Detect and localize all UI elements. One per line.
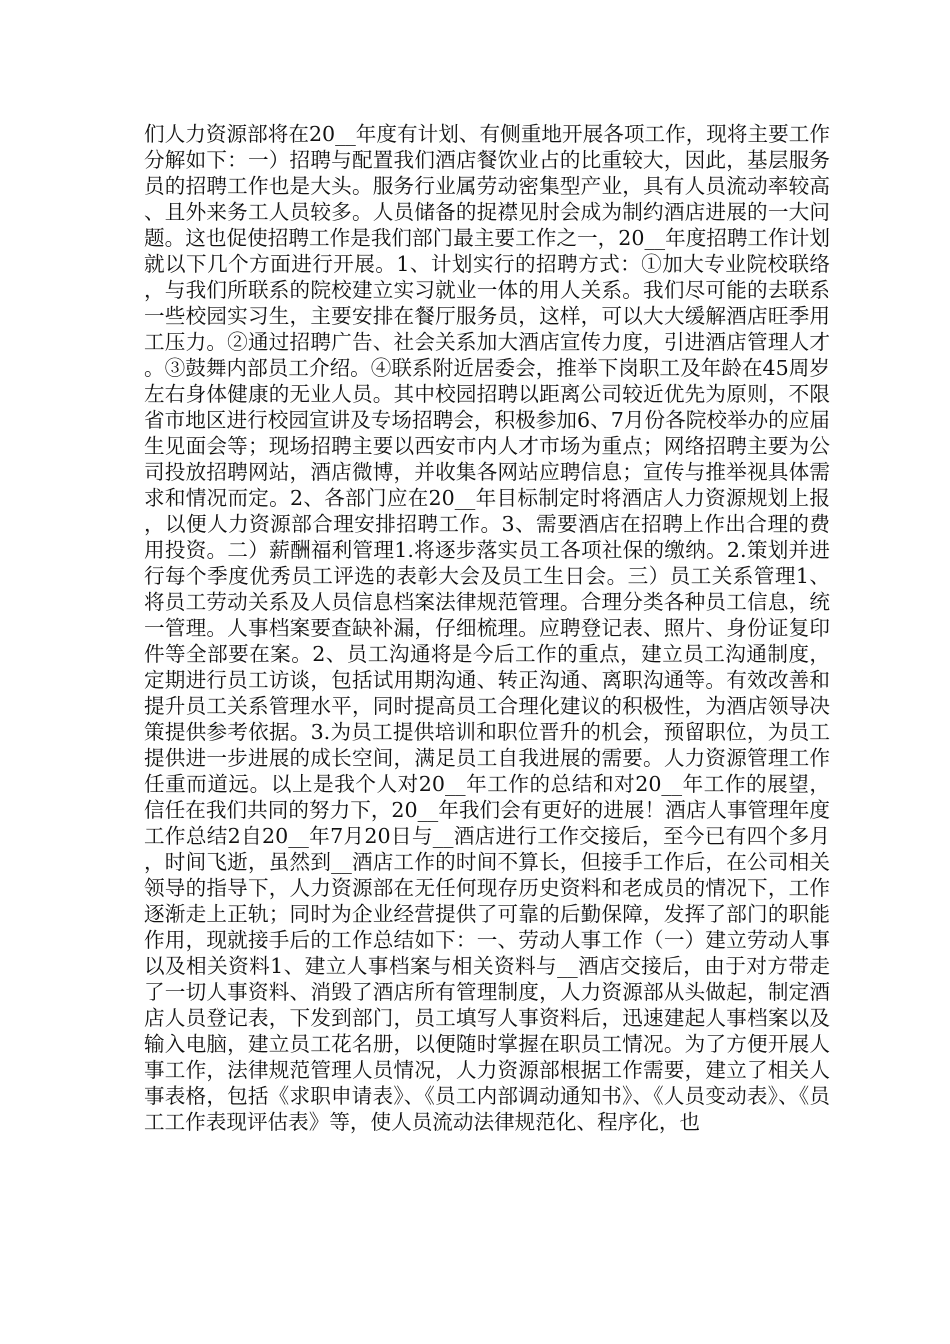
body-paragraph: 们人力资源部将在20__年度有计划、有侧重地开展各项工作，现将主要工作分解如下：一）招聘与配置我们酒店餐饮业占的比重较大，因此，基层服务员的招聘工作也是大头。服务行业属劳动密集型产业，具有人员流动率较高、且外来务工人员较多。人员储备的捉襟见肘会成为制约酒店进展的一大问题。这也促使招聘工作是我们部门最主要工作之一，20__年度招聘工作计划就以下几个方面进行开展。1、计划实行的招聘方式：①加大专业院校联络，与我们所联系的院校建立实习就业一体的用人关系。我们尽可能的去联系一些校园实习生，主要安排在餐厅服务员，这样，可以大大缓解酒店旺季用工压力。②通过招聘广告、社会关系加大酒店宣传力度，引进酒店管理人才。③鼓舞内部员工介绍。④联系附近居委会，推举下岗职工及年龄在45周岁左右身体健康的无业人员。其中校园招聘以距离公司较近优先为原则，不限省市地区进行校园宣讲及专场招聘会，积极参加6、7月份各院校举办的应届生见面会等；现场招聘主要以西安市内人才市场为重点；网络招聘主要为公司投放招聘网站，酒店微博，并收集各网站应聘信息；宣传与推举视具体需求和情况而定。2、各部门应在20__年目标制定时将酒店人力资源规划上报，以便人力资源部合理安排招聘工作。3、需要酒店在招聘上作出合理的费用投资。二）薪酬福利管理1.将逐步落实员工各项社保的缴纳。2.策划并进行每个季度优秀员工评选的表彰大会及员工生日会。三）员工关系管理1、将员工劳动关系及人员信息档案法律规范管理。合理分类各种员工信息，统一管理。人事档案要查缺补漏，仔细梳理。应聘登记表、照片、身份证复印件等全部要在案。2、员工沟通将是今后工作的重点，建立员工沟通制度，定期进行员工访谈，包括试用期沟通、转正沟通、离职沟通等。有效改善和提升员工关系管理水平，同时提高员工合理化建议的积极性，为酒店领导决策提供参考依据。3.为员工提供培训和职位晋升的机会，预留职位，为员工提供进一步进展的成长空间，满足员工自我进展的需要。人力资源管理工作任重而道远。以上是我个人对20__年工作的总结和对20__年工作的展望，信任在我们共同的努力下，20__年我们会有更好的进展！酒店人事管理年度工作总结2自20__年7月20日与__酒店进行工作交接后，至今已有四个多月，时间飞逝，虽然到__酒店工作的时间不算长，但接手工作后，在公司相关领导的指导下，人力资源部在无任何现存历史资料和老成员的情况下，工作逐渐走上正轨；同时为企业经营提供了可靠的后勤保障，发挥了部门的职能作用，现就接手后的工作总结如下：一、劳动人事工作（一）建立劳动人事以及相关资料1、建立人事档案与相关资料与__酒店交接后，由于对方带走了一切人事资料、消毁了酒店所有管理制度，人力资源部从头做起，制定酒店人员登记表，下发到部门，员工填写人事资料后，迅速建起人事档案以及输入电脑，建立员工花名册，以便随时掌握在职员工情况。为了方便开展人事工作，法律规范管理人员情况，人力资源部根据工作需要，建立了相关人事表格，包括《求职申请表》、《员工内部调动通知书》、《人员变动表》、《员工工作表现评估表》等，使人员流动法律规范化、程序化，也 [144, 122, 830, 1134]
